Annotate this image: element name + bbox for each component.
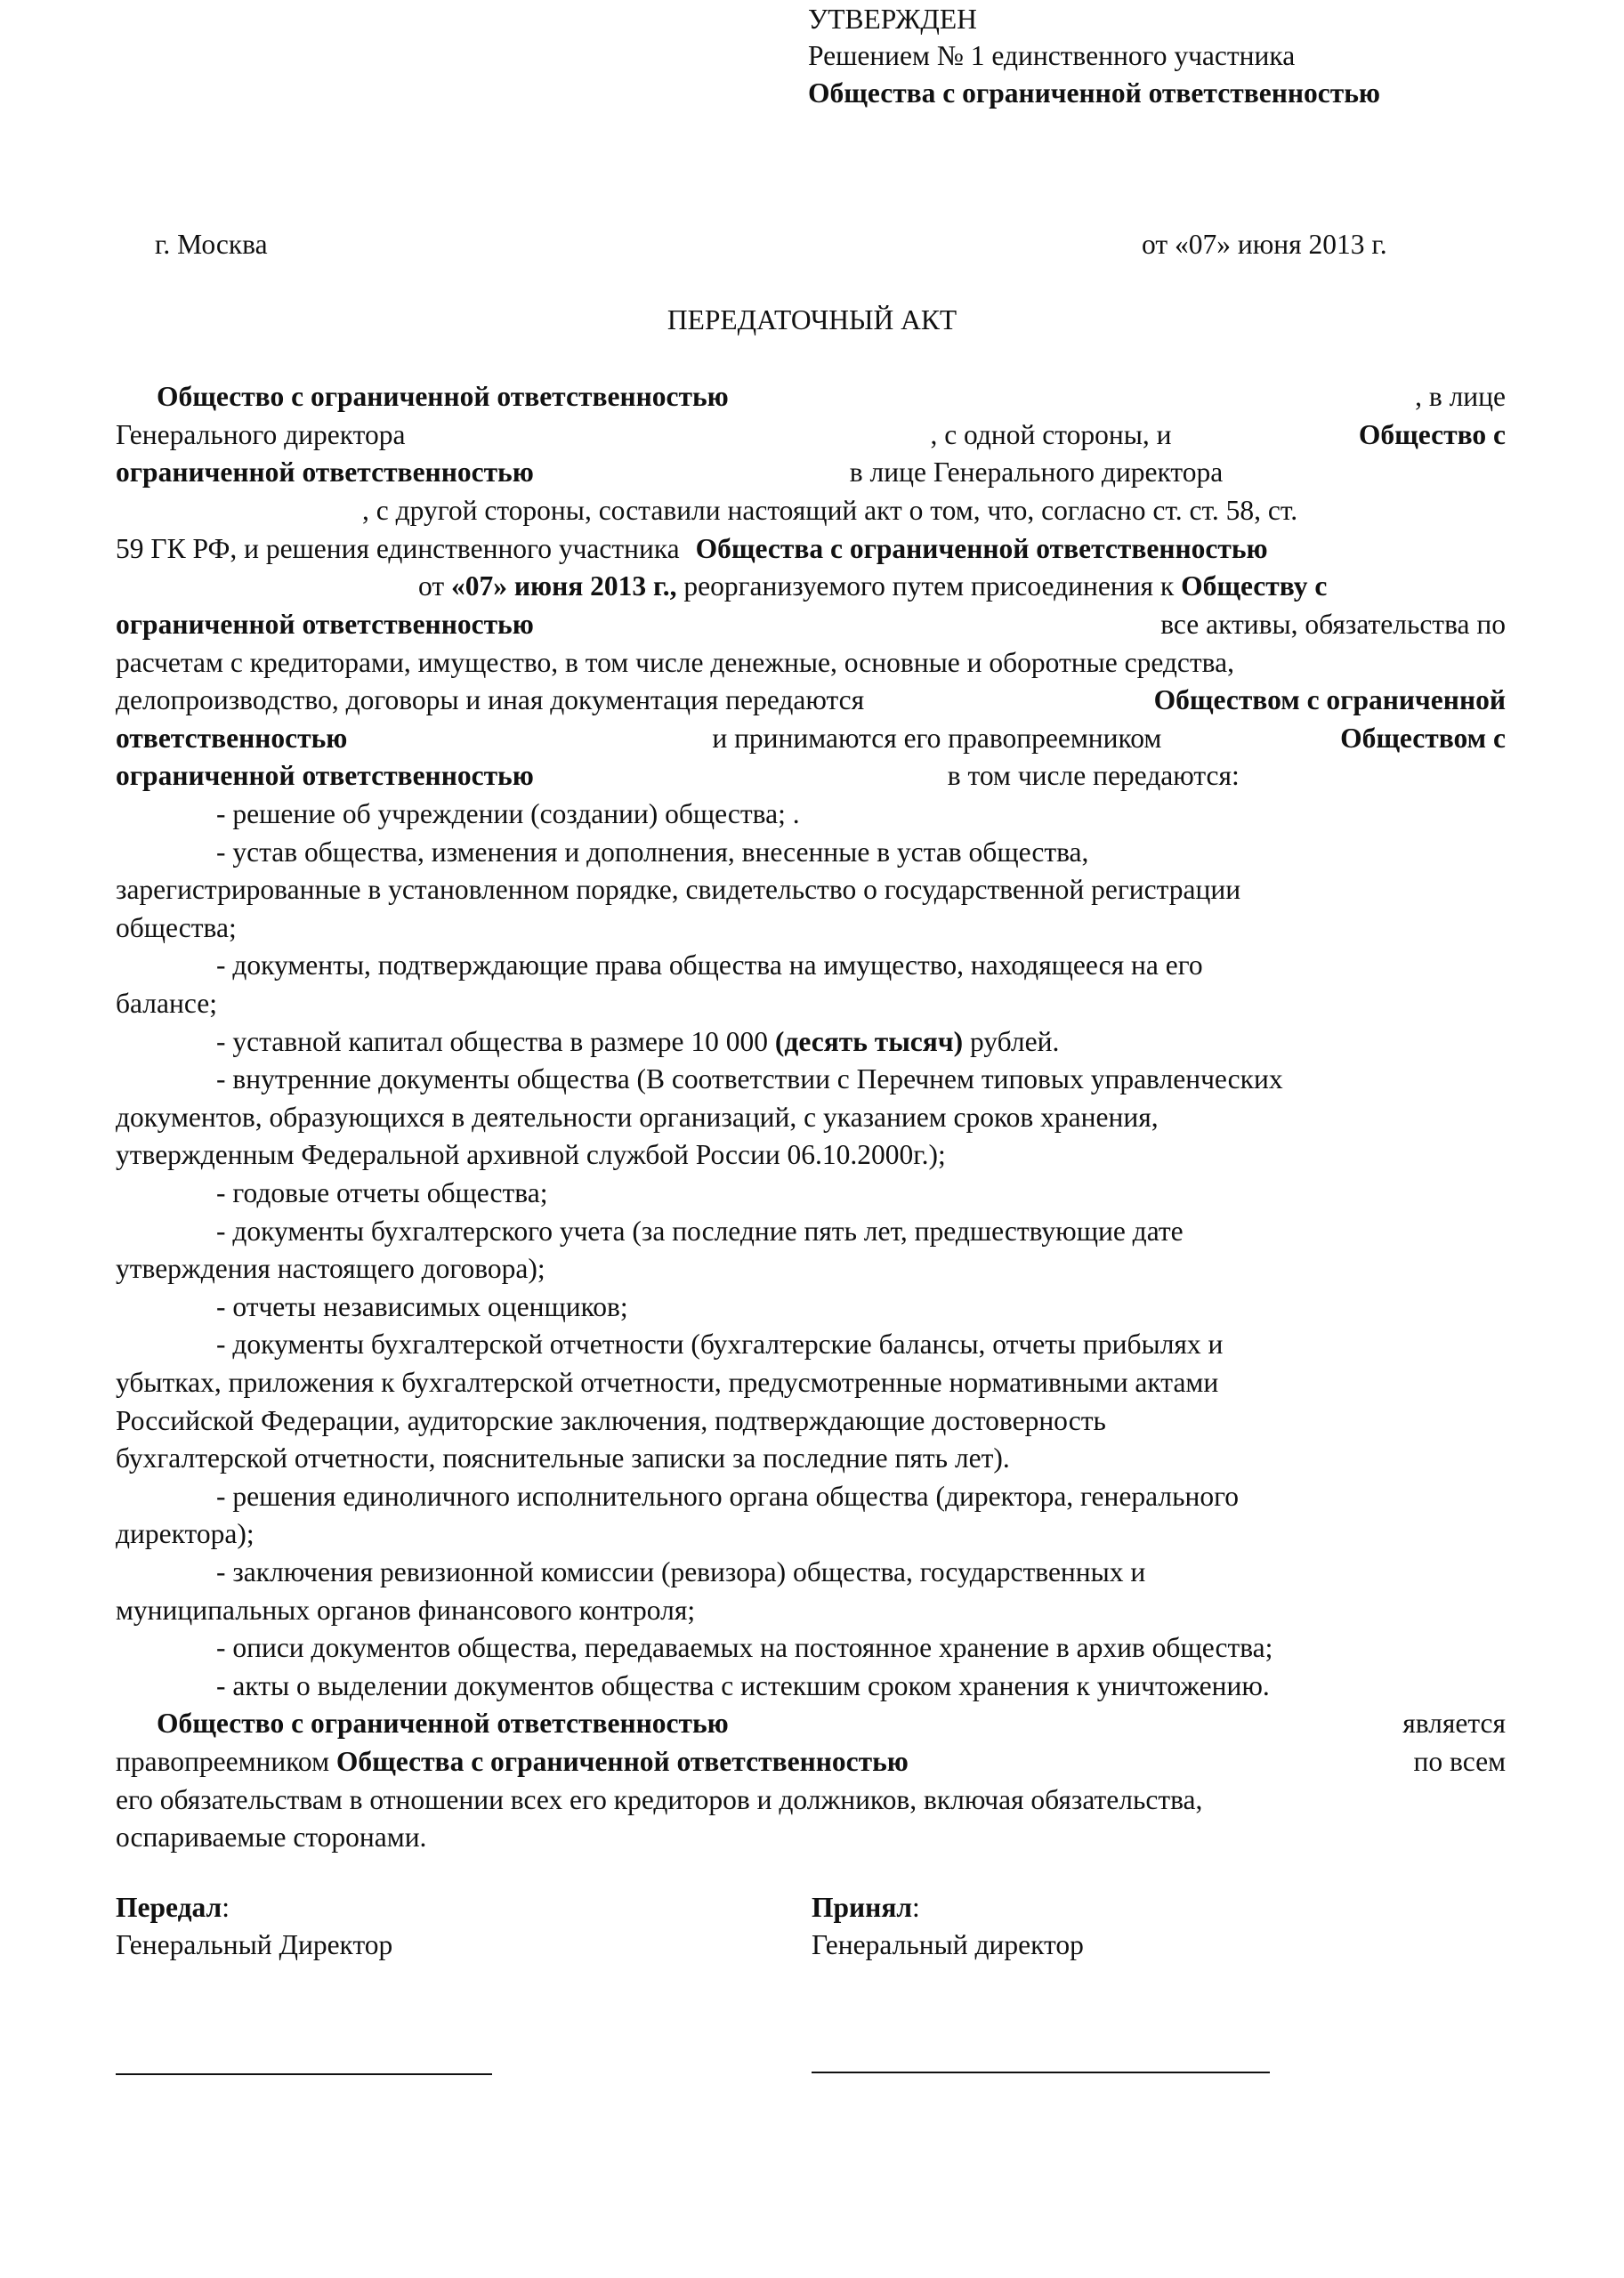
text-fragment: , с другой стороны, составили настоящий акт о том, что, согласно ст. ст. 58, ст.	[362, 495, 1298, 526]
text-fragment: ограниченной ответственностью	[116, 760, 534, 791]
signature-left-line	[116, 2073, 492, 2075]
paragraph-line-5	[116, 531, 1506, 567]
signature-right-title: Генеральный директор	[812, 1929, 1084, 1960]
paragraph-line-7	[116, 607, 1506, 642]
text-fragment: и принимаются его правопреемником	[712, 723, 1162, 754]
text-fragment: 59 ГК РФ, и решения единственного участника	[116, 533, 680, 564]
list-item: убытках, приложения к бухгалтерской отчетности, предусмотренные нормативными актами	[116, 1367, 1219, 1398]
text-fragment: «07» июня 2013 г.,	[450, 570, 677, 602]
list-item: - устав общества, изменения и дополнения, внесенные в устав общества,	[216, 836, 1089, 868]
paragraph-line-9	[116, 683, 1506, 718]
list-item: зарегистрированные в установленном порядке, свидетельство о государственной регистрации	[116, 874, 1241, 905]
text-fragment: в лице Генерального директора	[849, 456, 1224, 488]
text-fragment: - уставной капитал общества в размере 10 000	[216, 1026, 769, 1057]
paragraph-line-8	[116, 645, 1506, 681]
list-item	[216, 1024, 1606, 1060]
list-item: - описи документов общества, передаваемых на постоянное хранение в архив общества;	[216, 1632, 1273, 1663]
list-item: - годовые отчеты общества;	[216, 1177, 548, 1208]
text-fragment: (десять тысяч)	[774, 1026, 964, 1057]
list-item: балансе;	[116, 988, 217, 1019]
text-fragment: ограниченной ответственностью	[116, 456, 534, 488]
text-fragment: ответственностью	[116, 723, 348, 754]
document-date: от «07» июня 2013 г.	[1142, 229, 1387, 260]
place: г. Москва	[155, 229, 268, 260]
closing-line-3: его обязательствам в отношении всех его кредиторов и должников, включая обязательства,	[116, 1784, 1203, 1815]
list-item: - документы бухгалтерского учета (за последние пять лет, предшествующие дате	[216, 1216, 1184, 1247]
text-fragment: Общества с ограниченной ответственностью	[695, 533, 1268, 564]
list-item: - документы, подтверждающие права общества на имущество, находящееся на его	[216, 949, 1203, 981]
text-fragment: по всем	[1413, 1746, 1506, 1777]
text-fragment: правопреемником	[116, 1746, 330, 1777]
list-item: - заключения ревизионной комиссии (ревизора) общества, государственных и	[216, 1556, 1146, 1587]
paragraph-line-6	[116, 569, 1506, 604]
text-fragment: является	[1402, 1708, 1506, 1739]
text-fragment: Общество с	[1358, 419, 1506, 450]
text-fragment: делопроизводство, договоры и иная документация передаются	[116, 684, 865, 715]
approval-stamp-line-3: Общества с ограниченной ответственностью	[808, 77, 1380, 109]
text-fragment: Обществом с ограниченной	[1153, 684, 1506, 715]
text-fragment: Принял	[812, 1892, 913, 1923]
text-fragment: Общества с ограниченной ответственностью	[335, 1746, 909, 1777]
list-item: бухгалтерской отчетности, пояснительные записки за последние пять лет).	[116, 1442, 1010, 1474]
text-fragment: Обществу с	[1181, 570, 1328, 602]
text-fragment: от	[418, 570, 445, 602]
text-fragment: , с одной стороны, и	[930, 419, 1172, 450]
paragraph-line-2	[116, 417, 1506, 453]
text-fragment: расчетам с кредиторами, имущество, в том числе денежные, основные и оборотные средства,	[116, 647, 1234, 678]
list-item: - акты о выделении документов общества с истекшим сроком хранения к уничтожению.	[216, 1670, 1270, 1701]
text-fragment: ограниченной ответственностью	[116, 609, 534, 640]
text-fragment: в том числе передаются:	[947, 760, 1240, 791]
text-fragment: :	[912, 1892, 920, 1923]
list-item: - решение об учреждении (создании) общества; .	[216, 798, 800, 829]
closing-line-4: оспариваемые сторонами.	[116, 1822, 427, 1853]
list-item: - решения единоличного исполнительного органа общества (директора, генерального	[216, 1481, 1239, 1512]
text-fragment: Общество с ограниченной ответственностью	[157, 381, 729, 412]
text-fragment: все активы, обязательства по	[1160, 609, 1506, 640]
text-fragment: реорганизуемого путем присоединения к	[683, 570, 1175, 602]
signature-right-line	[812, 2072, 1270, 2073]
list-item: документов, образующихся в деятельности организаций, с указанием сроков хранения,	[116, 1102, 1159, 1133]
signature-left-label	[116, 1890, 230, 1926]
text-fragment: рублей.	[969, 1026, 1060, 1057]
signature-left-title: Генеральный Директор	[116, 1929, 393, 1960]
paragraph-line-3	[116, 455, 1506, 490]
list-item: муниципальных органов финансового контроля;	[116, 1595, 696, 1626]
paragraph-line-11	[116, 758, 1506, 794]
closing-line-1	[116, 1706, 1506, 1741]
paragraph-line-10	[116, 721, 1506, 756]
signature-right-label	[812, 1890, 920, 1926]
text-fragment: Генерального директора	[116, 419, 406, 450]
text-fragment: Общество с ограниченной ответственностью	[157, 1708, 729, 1739]
approval-stamp-line-1: УТВЕРЖДЕН	[808, 4, 977, 35]
list-item: директора);	[116, 1518, 255, 1549]
list-item: Российской Федерации, аудиторские заключения, подтверждающие достоверность	[116, 1405, 1106, 1436]
text-fragment: , в лице	[1415, 381, 1506, 412]
list-item: - отчеты независимых оценщиков;	[216, 1291, 628, 1322]
list-item: - внутренние документы общества (В соответствии с Перечнем типовых управленческих	[216, 1063, 1283, 1095]
paragraph-line-1	[116, 379, 1506, 415]
list-item: утвержденным Федеральной архивной службой России 06.10.2000г.);	[116, 1139, 946, 1170]
list-item: утверждения настоящего договора);	[116, 1253, 545, 1284]
text-fragment: :	[222, 1892, 230, 1923]
page-title: ПЕРЕДАТОЧНЫЙ АКТ	[667, 304, 957, 335]
paragraph-line-4	[362, 493, 1506, 529]
approval-stamp-line-2: Решением № 1 единственного участника	[808, 40, 1296, 71]
text-fragment: Обществом с	[1340, 723, 1506, 754]
list-item: общества;	[116, 912, 237, 943]
text-fragment: Передал	[116, 1892, 222, 1923]
closing-line-2	[116, 1744, 1506, 1780]
list-item: - документы бухгалтерской отчетности (бухгалтерские балансы, отчеты прибылях и	[216, 1329, 1224, 1360]
